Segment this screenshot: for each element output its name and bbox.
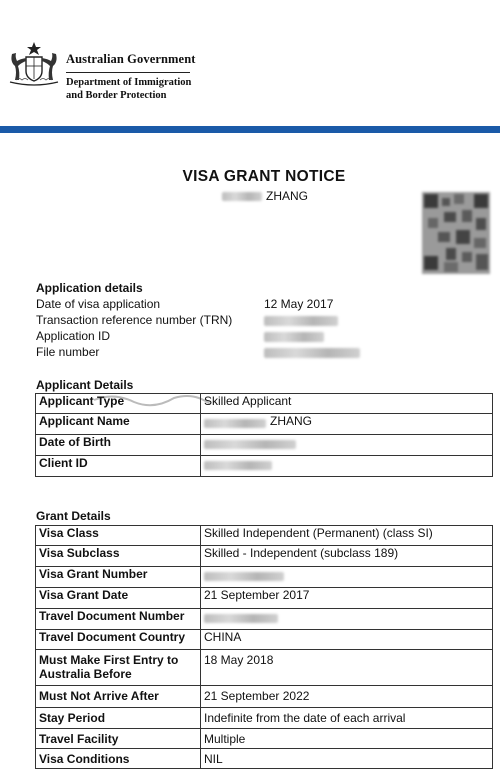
applicant-details-heading: Applicant Details <box>36 378 134 392</box>
recipient-surname: ZHANG <box>266 189 308 203</box>
header-blue-bar <box>0 126 500 133</box>
detail-row <box>36 297 476 313</box>
table-key: Date of Birth <box>36 435 201 456</box>
table-row <box>36 686 493 708</box>
divider <box>66 72 190 73</box>
coat-of-arms-logo <box>6 40 62 88</box>
redacted-given-name <box>204 419 266 428</box>
table-row <box>36 749 493 769</box>
table-key: Applicant Type <box>36 394 201 414</box>
page-title: VISA GRANT NOTICE <box>182 168 346 185</box>
table-key: Travel Document Country <box>36 630 201 650</box>
table-row <box>36 546 493 567</box>
table-row <box>36 526 493 546</box>
redacted-value <box>204 572 284 581</box>
table-key: Travel Facility <box>36 729 201 749</box>
applicant-surname: ZHANG <box>270 414 312 428</box>
table-value: Skilled Applicant <box>201 394 493 414</box>
detail-row <box>36 329 476 345</box>
table-key: Must Make First Entry to Australia Before <box>36 650 201 686</box>
redacted-value <box>264 348 360 358</box>
redacted-value <box>204 440 296 449</box>
table-row <box>36 729 493 749</box>
detail-value: 12 May 2017 <box>264 297 334 311</box>
detail-label: Transaction reference number (TRN) <box>36 313 233 327</box>
table-key: Visa Grant Number <box>36 567 201 588</box>
application-details-heading: Application details <box>36 281 143 295</box>
redacted-given-name <box>222 192 262 201</box>
detail-label: Date of visa application <box>36 297 161 311</box>
redacted-value <box>264 316 338 326</box>
applicant-details-table <box>35 393 493 477</box>
letterhead <box>0 0 500 130</box>
table-value: 18 May 2018 <box>201 650 493 686</box>
detail-label: File number <box>36 345 100 359</box>
table-value <box>201 456 493 477</box>
table-row <box>36 650 493 686</box>
department-line-2: and Border Protection <box>66 90 167 101</box>
department-line-1: Department of Immigration <box>66 77 192 88</box>
table-value <box>201 414 493 435</box>
table-value <box>201 609 493 630</box>
table-row <box>36 456 493 477</box>
table-value <box>201 435 493 456</box>
table-key: Visa Conditions <box>36 749 201 769</box>
redacted-value <box>264 332 324 342</box>
table-value: 21 September 2022 <box>201 686 493 708</box>
table-key: Applicant Name <box>36 414 201 435</box>
table-key: Visa Subclass <box>36 546 201 567</box>
table-key: Client ID <box>36 456 201 477</box>
table-key: Travel Document Number <box>36 609 201 630</box>
table-value: Multiple <box>201 729 493 749</box>
table-row <box>36 630 493 650</box>
table-key: Stay Period <box>36 708 201 729</box>
table-value: NIL <box>201 749 493 769</box>
table-row <box>36 435 493 456</box>
table-value: Indefinite from the date of each arrival <box>201 708 493 729</box>
recipient-name <box>222 189 308 203</box>
table-row <box>36 414 493 435</box>
detail-label: Application ID <box>36 329 111 343</box>
table-row <box>36 708 493 729</box>
redacted-value <box>204 614 278 623</box>
table-value: CHINA <box>201 630 493 650</box>
table-row <box>36 588 493 609</box>
table-row <box>36 394 493 414</box>
redacted-value <box>204 461 272 470</box>
table-key: Visa Class <box>36 526 201 546</box>
table-row <box>36 567 493 588</box>
table-row <box>36 609 493 630</box>
grant-details-heading: Grant Details <box>36 509 111 523</box>
application-details <box>36 297 476 361</box>
table-value: 21 September 2017 <box>201 588 493 609</box>
table-value: Skilled Independent (Permanent) (class SI) <box>201 526 493 546</box>
grant-details-table <box>35 525 493 769</box>
government-name: Australian Government <box>66 52 196 66</box>
detail-row <box>36 345 476 361</box>
qr-code-image <box>422 192 490 274</box>
detail-row <box>36 313 476 329</box>
table-value: Skilled - Independent (subclass 189) <box>201 546 493 567</box>
table-key: Must Not Arrive After <box>36 686 201 708</box>
table-value <box>201 567 493 588</box>
table-key: Visa Grant Date <box>36 588 201 609</box>
